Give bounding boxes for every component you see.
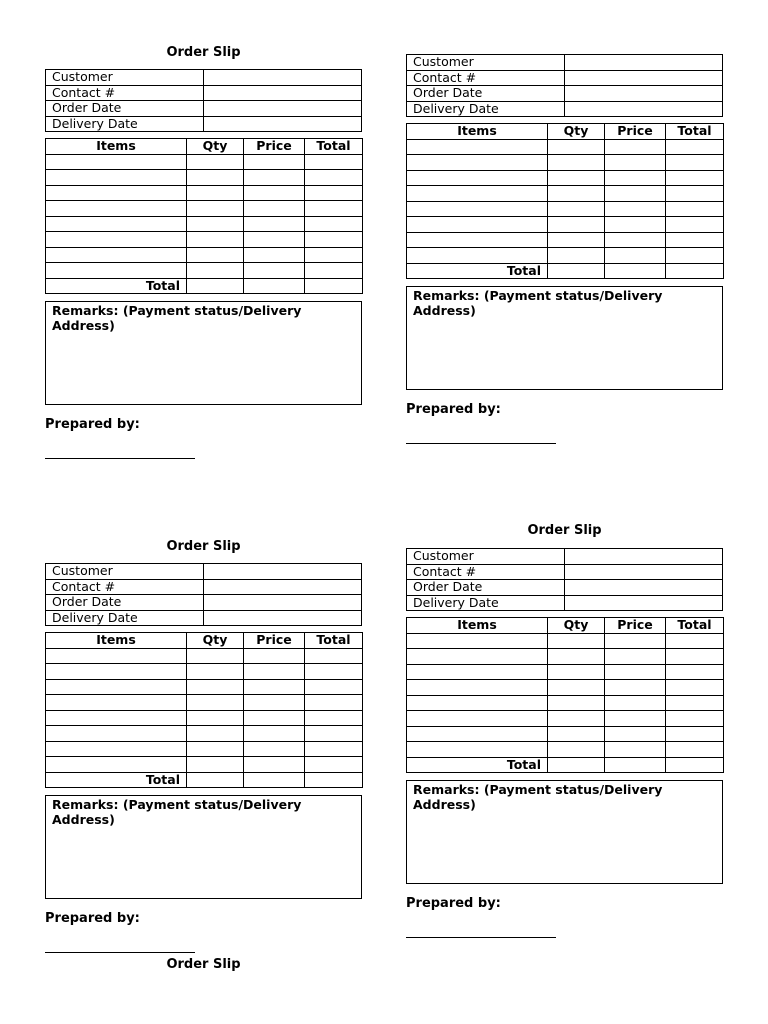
item-row <box>46 263 363 279</box>
item-row <box>46 247 363 263</box>
item-row <box>407 633 724 649</box>
order-date-field[interactable] <box>565 580 723 596</box>
info-row <box>46 116 362 132</box>
total-header: Total <box>305 633 363 649</box>
item-row <box>46 679 363 695</box>
item-row <box>407 186 724 202</box>
total-label: Total <box>407 263 548 279</box>
items-table <box>406 617 724 773</box>
contact-field[interactable] <box>565 70 723 86</box>
total-header: Total <box>666 618 724 634</box>
qty-header: Qty <box>187 633 244 649</box>
slip-title: Order Slip <box>166 539 241 554</box>
total-label: Total <box>46 278 187 294</box>
contact-field[interactable] <box>565 564 723 580</box>
item-row <box>407 711 724 727</box>
contact-field[interactable] <box>204 579 362 595</box>
item-row <box>46 741 363 757</box>
info-label: Customer <box>46 70 204 86</box>
info-row <box>46 579 362 595</box>
items-header: Items <box>46 633 187 649</box>
items-header-row <box>46 633 363 649</box>
info-row <box>407 86 723 102</box>
item-row <box>407 664 724 680</box>
remarks-box[interactable]: Remarks: (Payment status/Delivery Address) <box>406 286 723 390</box>
info-row <box>46 610 362 626</box>
item-row <box>46 757 363 773</box>
remarks-box[interactable]: Remarks: (Payment status/Delivery Address) <box>406 780 723 884</box>
info-row <box>407 101 723 117</box>
total-header: Total <box>666 124 724 140</box>
total-header: Total <box>305 139 363 155</box>
info-label: Contact # <box>407 70 565 86</box>
item-row <box>407 232 724 248</box>
info-label: Delivery Date <box>407 101 565 117</box>
customer-info-table <box>45 69 362 132</box>
price-header: Price <box>605 618 666 634</box>
info-label: Customer <box>407 55 565 71</box>
items-table <box>45 138 363 294</box>
item-row <box>46 216 363 232</box>
info-label: Order Date <box>407 580 565 596</box>
item-row <box>46 726 363 742</box>
order-slip <box>406 548 723 938</box>
delivery-date-field[interactable] <box>565 595 723 611</box>
signature-line[interactable] <box>45 952 195 953</box>
item-row <box>407 217 724 233</box>
customer-info-table <box>406 54 723 117</box>
prepared-by-label: Prepared by: <box>406 896 501 911</box>
item-row <box>407 170 724 186</box>
price-header: Price <box>605 124 666 140</box>
order-slip <box>45 69 362 459</box>
info-row <box>407 70 723 86</box>
items-header-row <box>407 124 724 140</box>
item-row <box>407 726 724 742</box>
total-row <box>46 772 363 788</box>
info-row <box>46 70 362 86</box>
item-row <box>407 695 724 711</box>
item-row <box>46 201 363 217</box>
item-row <box>46 154 363 170</box>
order-slip <box>45 563 362 953</box>
delivery-date-field[interactable] <box>565 101 723 117</box>
info-row <box>407 595 723 611</box>
price-header: Price <box>244 139 305 155</box>
item-row <box>407 649 724 665</box>
items-header: Items <box>46 139 187 155</box>
items-header: Items <box>407 618 548 634</box>
item-row <box>407 139 724 155</box>
customer-field[interactable] <box>565 55 723 71</box>
delivery-date-field[interactable] <box>204 610 362 626</box>
item-row <box>46 185 363 201</box>
item-row <box>46 710 363 726</box>
order-slip <box>406 54 723 444</box>
customer-field[interactable] <box>565 549 723 565</box>
info-label: Order Date <box>407 86 565 102</box>
item-row <box>46 232 363 248</box>
customer-info-table <box>45 563 362 626</box>
signature-line[interactable] <box>406 443 556 444</box>
contact-field[interactable] <box>204 85 362 101</box>
customer-field[interactable] <box>204 70 362 86</box>
signature-line[interactable] <box>406 937 556 938</box>
prepared-by-label: Prepared by: <box>45 911 140 926</box>
prepared-by-label: Prepared by: <box>406 402 501 417</box>
prepared-by-label: Prepared by: <box>45 417 140 432</box>
info-label: Order Date <box>46 101 204 117</box>
total-row <box>46 278 363 294</box>
order-date-field[interactable] <box>204 101 362 117</box>
qty-header: Qty <box>187 139 244 155</box>
total-row <box>407 757 724 773</box>
item-row <box>407 680 724 696</box>
info-label: Delivery Date <box>46 610 204 626</box>
customer-field[interactable] <box>204 564 362 580</box>
info-row <box>407 549 723 565</box>
info-label: Delivery Date <box>46 116 204 132</box>
item-row <box>407 201 724 217</box>
slip-title: Order Slip <box>166 45 241 60</box>
info-row <box>46 595 362 611</box>
order-date-field[interactable] <box>565 86 723 102</box>
items-header: Items <box>407 124 548 140</box>
qty-header: Qty <box>548 618 605 634</box>
remarks-box[interactable]: Remarks: (Payment status/Delivery Address) <box>45 795 362 899</box>
info-label: Delivery Date <box>407 595 565 611</box>
info-label: Contact # <box>407 564 565 580</box>
slip-title: Order Slip <box>166 957 241 972</box>
total-label: Total <box>46 772 187 788</box>
info-label: Customer <box>407 549 565 565</box>
item-row <box>46 648 363 664</box>
item-row <box>407 742 724 758</box>
info-label: Customer <box>46 564 204 580</box>
info-label: Contact # <box>46 85 204 101</box>
total-row <box>407 263 724 279</box>
item-row <box>407 248 724 264</box>
delivery-date-field[interactable] <box>204 116 362 132</box>
info-row <box>407 55 723 71</box>
info-row <box>46 564 362 580</box>
customer-info-table <box>406 548 723 611</box>
info-row <box>407 564 723 580</box>
item-row <box>46 664 363 680</box>
info-row <box>407 580 723 596</box>
order-date-field[interactable] <box>204 595 362 611</box>
item-row <box>407 155 724 171</box>
info-label: Contact # <box>46 579 204 595</box>
items-table <box>45 632 363 788</box>
remarks-box[interactable]: Remarks: (Payment status/Delivery Address) <box>45 301 362 405</box>
info-label: Order Date <box>46 595 204 611</box>
items-table <box>406 123 724 279</box>
qty-header: Qty <box>548 124 605 140</box>
slip-title: Order Slip <box>527 523 602 538</box>
info-row <box>46 101 362 117</box>
total-label: Total <box>407 757 548 773</box>
items-header-row <box>407 618 724 634</box>
item-row <box>46 695 363 711</box>
signature-line[interactable] <box>45 458 195 459</box>
item-row <box>46 170 363 186</box>
info-row <box>46 85 362 101</box>
price-header: Price <box>244 633 305 649</box>
items-header-row <box>46 139 363 155</box>
